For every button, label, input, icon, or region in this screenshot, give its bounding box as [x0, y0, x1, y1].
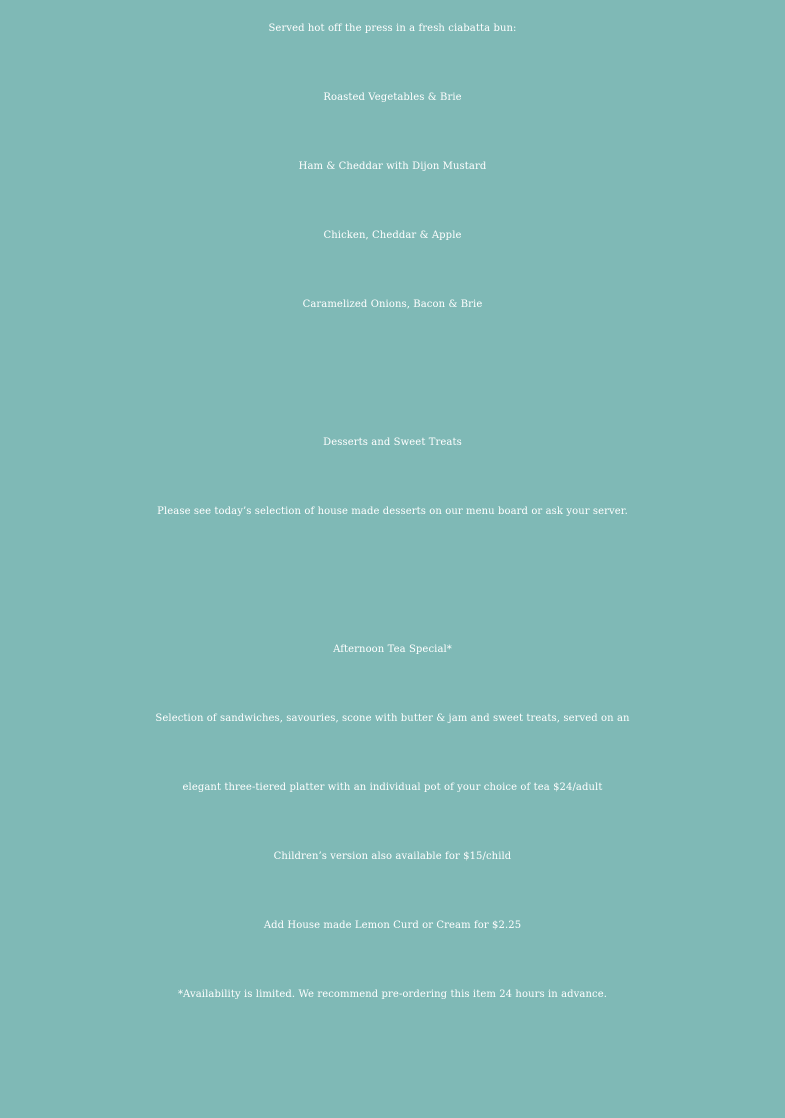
afternoon-tea-children: Children’s version also available for $15/child [273, 851, 512, 862]
panini-intro: Served hot off the press in a fresh ciabatta bun: [268, 23, 517, 34]
panini-item-chicken-cheddar: Chicken, Cheddar & Apple [323, 230, 462, 241]
panini-item-roasted-vegetables: Roasted Vegetables & Brie [323, 92, 462, 103]
panini-item-caramelized-onions: Caramelized Onions, Bacon & Brie [302, 299, 483, 310]
afternoon-tea-description-line1: Selection of sandwiches, savouries, scone with butter & jam and sweet treats, served on an [155, 713, 630, 724]
afternoon-tea-addon: Add House made Lemon Curd or Cream for $2.25 [263, 920, 522, 931]
desserts-heading: Desserts and Sweet Treats [323, 437, 462, 448]
desserts-description: Please see today’s selection of house made desserts on our menu board or ask your server. [157, 506, 628, 517]
afternoon-tea-description-line2: elegant three-tiered platter with an individual pot of your choice of tea $24/adult [182, 782, 603, 793]
afternoon-tea-heading: Afternoon Tea Special* [333, 644, 452, 655]
panini-item-ham-cheddar: Ham & Cheddar with Dijon Mustard [298, 161, 487, 172]
afternoon-tea-note: *Availability is limited. We recommend pre-ordering this item 24 hours in advance. [177, 989, 608, 1000]
